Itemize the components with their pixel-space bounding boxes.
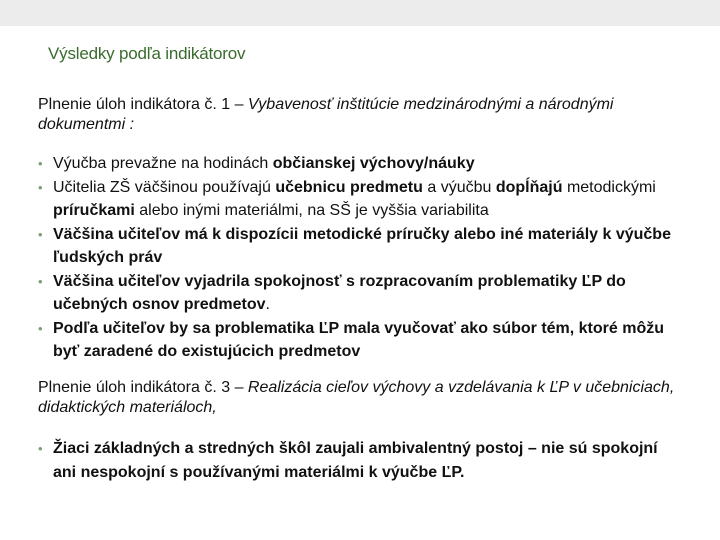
bullet-dot-icon: •	[38, 226, 43, 242]
heading-prefix: Plnenie úloh indikátora č. 1 –	[38, 96, 248, 113]
heading-italic: Vybavenosť inštitúcie medzinárodnými a národnými dokumentmi :	[38, 96, 614, 133]
bullet-item: • Väčšina učiteľov vyjadrila spokojnosť s rozpracovaním problematiky ĽP do učebných osnov predmetov.	[38, 270, 678, 317]
bullet-item: • Väčšina učiteľov má k dispozícii metodické príručky alebo iné materiály k výučbe ľudských práv	[38, 223, 678, 270]
indicator-1-bullet-list	[38, 152, 678, 364]
bullet-item: • Žiaci základných a stredných škôl zaujali ambivalentný postoj – nie sú spokojní ani nespokojní s používanými materiálmi k výučbe ĽP.	[38, 437, 678, 484]
indicator-1-heading	[38, 95, 678, 135]
heading-prefix: Plnenie úloh indikátora č. 3 –	[38, 379, 248, 396]
bullet-dot-icon: •	[38, 179, 43, 195]
indicator-3-heading	[38, 378, 678, 418]
bullet-item: • Učitelia ZŠ väčšinou používajú učebnicu predmetu a výučbu dopĺňajú metodickými príručkami alebo inými materiálmi, na SŠ je vyššia variabilita	[38, 176, 678, 223]
bullet-dot-icon: •	[38, 156, 43, 171]
heading-italic: Realizácia cieľov výchovy a vzdelávania k ĽP v učebniciach, didaktických materiáloch,	[38, 379, 675, 416]
bullet-item: • Podľa učiteľov by sa problematika ĽP mala vyučovať ako súbor tém, ktoré môžu byť zaradené do existujúcich predmetov	[38, 317, 678, 364]
slide-title: Výsledky podľa indikátorov	[48, 44, 246, 63]
bullet-dot-icon: •	[38, 273, 43, 289]
indicator-3-section	[38, 378, 678, 484]
top-band	[0, 0, 720, 26]
bullet-dot-icon: •	[38, 441, 43, 456]
bullet-dot-icon: •	[38, 320, 43, 336]
indicator-1-section	[38, 95, 678, 364]
bullet-item: • Výučba prevažne na hodinách občianskej výchovy/náuky	[38, 152, 678, 176]
indicator-3-bullet-list	[38, 437, 678, 484]
